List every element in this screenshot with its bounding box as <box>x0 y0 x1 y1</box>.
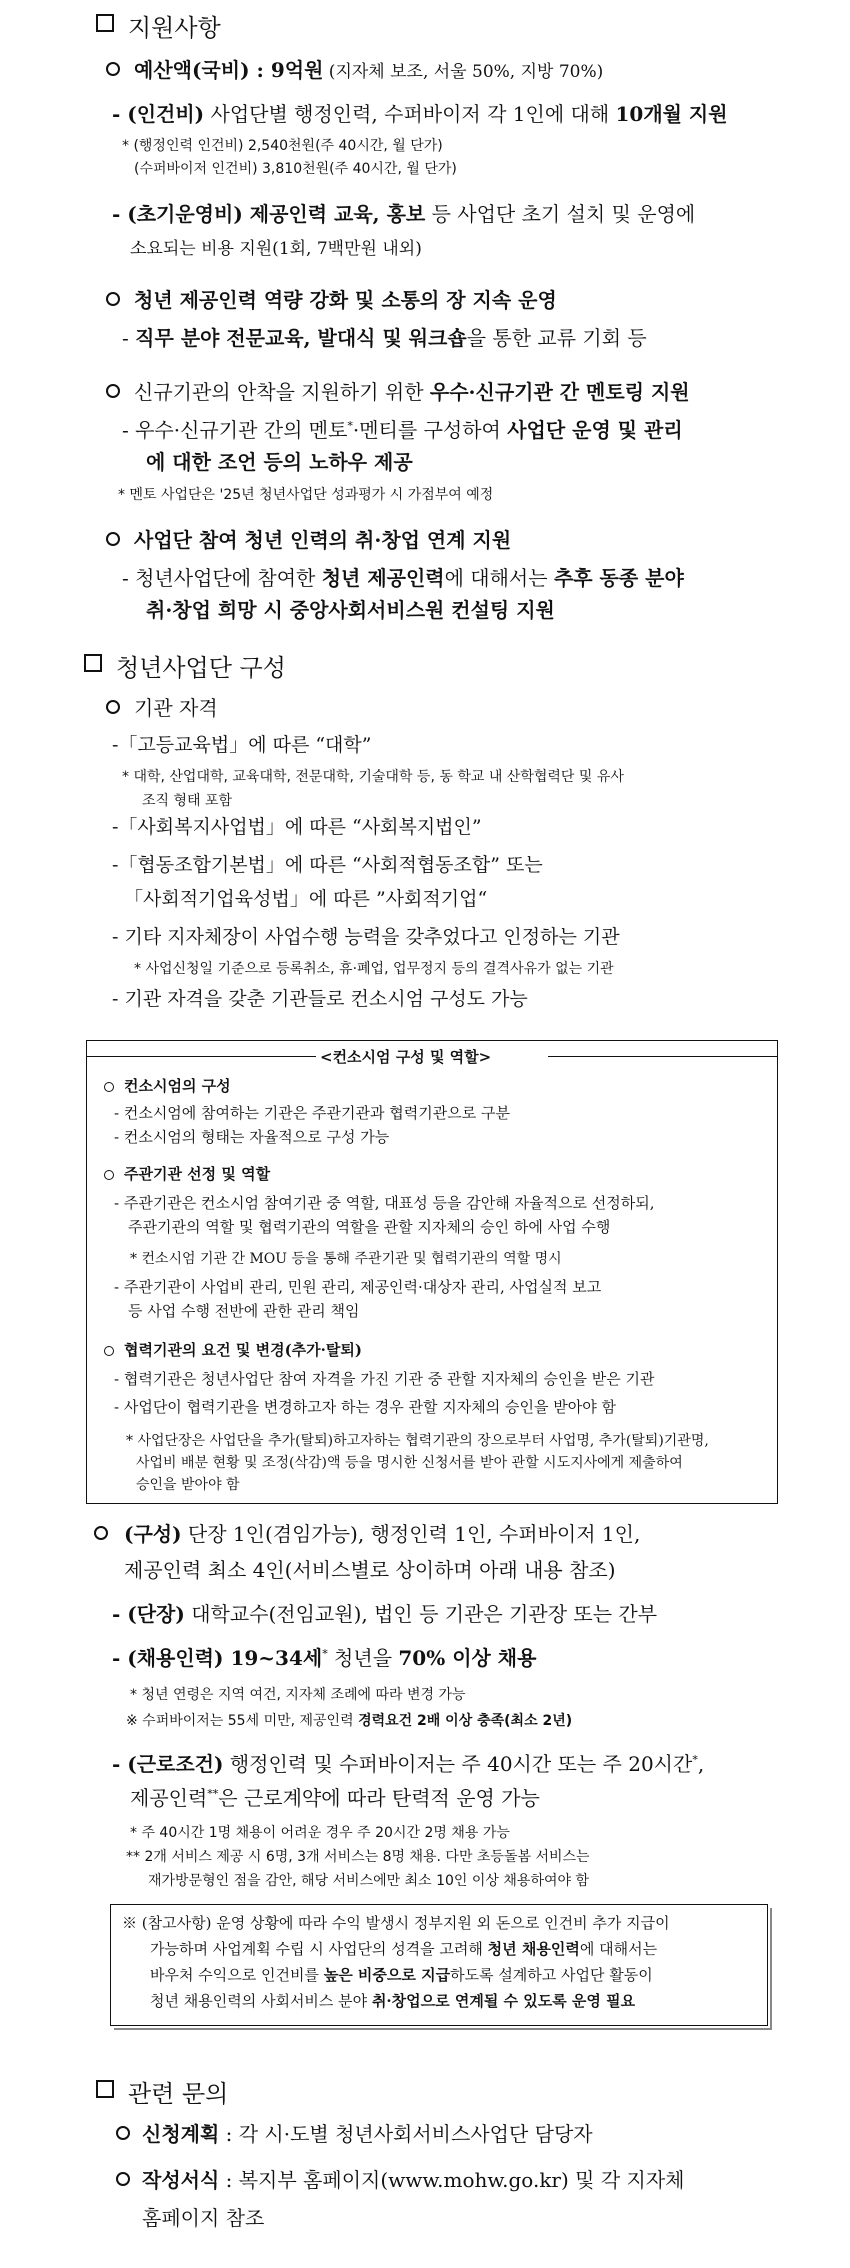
employment-line-2: 취·창업 희망 시 중앙사회서비스원 컨설팅 지원 <box>146 598 555 622</box>
consortium-s3-title: 협력기관의 요건 및 변경(추가·탈퇴) <box>124 1341 362 1359</box>
mentoring-line-1: - 우수·신규기관 간의 멘토*·멘티를 구성하여 사업단 운영 및 관리 <box>122 418 683 442</box>
reference-line-1: ※ (참고사항) 운영 상황에 따라 수익 발생시 정부지원 외 돈으로 인건비 추가 지급이 <box>122 1914 670 1932</box>
composition-line-1: (구성) 단장 1인(겸임가능), 행정인력 1인, 수퍼바이저 1인, <box>124 1522 641 1546</box>
eligibility-line-1: -「고등교육법」에 따른 “대학” <box>112 734 372 756</box>
hire-line: - (채용인력) 19~34세* 청년을 70% 이상 채용 <box>112 1646 537 1670</box>
eligibility-line-2: -「사회복지사업법」에 따른 “사회복지법인” <box>112 816 482 838</box>
eligibility-note-2: 조직 형태 포함 <box>142 793 233 809</box>
work-note-2a: ** 2개 서비스 제공 시 6명, 3개 서비스는 8명 채용. 다만 초등돌봄 서비스는 <box>126 1849 590 1865</box>
eligibility-note-4: * 사업신청일 기준으로 등록취소, 휴·폐업, 업무정지 등의 결격사유가 없는 기관 <box>134 961 614 977</box>
contact-plan-line: 신청계획 : 각 시·도별 청년사회서비스사업단 담당자 <box>142 2122 593 2146</box>
bullet-circle-icon <box>104 1346 114 1356</box>
section-checkbox-icon <box>96 14 114 32</box>
consortium-s3-note1: * 사업단장은 사업단을 추가(탈퇴)하고자하는 협력기관의 장으로부터 사업명, 추가(탈퇴)기관명, <box>126 1433 709 1449</box>
work-line-1: - (근로조건) 행정인력 및 수퍼바이저는 주 40시간 또는 주 20시간*, <box>112 1752 705 1776</box>
consortium-s2-line2b: 등 사업 수행 전반에 관한 관리 책임 <box>128 1302 360 1320</box>
consortium-s1-line1: - 컨소시엄에 참여하는 기관은 주관기관과 협력기관으로 구분 <box>114 1104 510 1122</box>
employment-line-1: - 청년사업단에 참여한 청년 제공인력에 대해서는 추후 동종 분야 <box>122 566 684 590</box>
bullet-circle-icon <box>106 384 120 398</box>
eligibility-note-1: * 대학, 산업대학, 교육대학, 전문대학, 기술대학 등, 동 학교 내 산학협력단 및 유사 <box>122 769 624 785</box>
reference-line-2: 가능하며 사업계획 수립 시 사업단의 성격을 고려해 청년 채용인력에 대해서는 <box>150 1940 658 1958</box>
bullet-circle-icon <box>106 292 120 306</box>
consortium-s1-title: 컨소시엄의 구성 <box>124 1077 231 1095</box>
capacity-sub: - 직무 분야 전문교육, 발대식 및 워크숍을 통한 교류 기회 등 <box>122 326 647 350</box>
personnel-line: - (인건비) 사업단별 행정인력, 수퍼바이저 각 1인에 대해 10개월 지원 <box>112 102 728 126</box>
consortium-s2-line2a: - 주관기관이 사업비 관리, 민원 관리, 제공인력·대상자 관리, 사업실적 보고 <box>114 1278 602 1296</box>
composition-line-2: 제공인력 최소 4인(서비스별로 상이하며 아래 내용 참조) <box>124 1558 616 1582</box>
section-checkbox-icon <box>96 2080 114 2098</box>
bullet-circle-icon <box>106 62 120 76</box>
section-checkbox-icon <box>84 654 102 672</box>
hire-note-1: * 청년 연령은 지역 여건, 지자체 조례에 따라 변경 가능 <box>130 1687 466 1703</box>
consortium-s3-note3: 승인을 받아야 함 <box>136 1477 240 1493</box>
personnel-note-2: (수퍼바이저 인건비) 3,810천원(주 40시간, 월 단가) <box>134 161 457 177</box>
section-heading-contact: 관련 문의 <box>128 2080 229 2108</box>
consortium-s1-line2: - 컨소시엄의 형태는 자율적으로 구성 가능 <box>114 1128 390 1146</box>
mentoring-line-2: 에 대한 조언 등의 노하우 제공 <box>146 450 413 474</box>
eligibility-line-5: - 기관 자격을 갖춘 기관들로 컨소시엄 구성도 가능 <box>112 988 528 1010</box>
bullet-circle-icon <box>104 1170 114 1180</box>
consortium-box-title: <컨소시엄 구성 및 역할> <box>320 1048 492 1066</box>
leader-line: - (단장) 대학교수(전임교원), 법인 등 기관은 기관장 또는 간부 <box>112 1602 658 1626</box>
bullet-circle-icon <box>116 2172 130 2186</box>
hire-note-2: ※ 수퍼바이저는 55세 미만, 제공인력 경력요건 2배 이상 충족(최소 2년) <box>126 1713 573 1729</box>
consortium-s2-line1b: 주관기관의 역할 및 협력기관의 역할을 관할 지자체의 승인 하에 사업 수행 <box>128 1218 611 1236</box>
personnel-note-1: * (행정인력 인건비) 2,540천원(주 40시간, 월 단가) <box>122 138 443 154</box>
bullet-circle-icon <box>104 1082 114 1092</box>
initial-line-2: 소요되는 비용 지원(1회, 7백만원 내외) <box>130 239 422 259</box>
employment-title: 사업단 참여 청년 인력의 취·창업 연계 지원 <box>134 528 512 552</box>
eligibility-line-3b: 「사회적기업육성법」에 따른 ”사회적기업“ <box>124 888 488 910</box>
work-note-1: * 주 40시간 1명 채용이 어려운 경우 주 20시간 2명 채용 가능 <box>130 1825 510 1841</box>
consortium-s3-line1: - 협력기관은 청년사업단 참여 자격을 가진 기관 중 관할 지자체의 승인을 받은 기관 <box>114 1370 655 1388</box>
work-note-2b: 재가방문형인 점을 감안, 해당 서비스에만 최소 10인 이상 채용하여야 함 <box>148 1873 589 1889</box>
eligibility-line-3a: -「협동조합기본법」에 따른 “사회적협동조합” 또는 <box>112 854 543 876</box>
initial-line-1: - (초기운영비) 제공인력 교육, 홍보 등 사업단 초기 설치 및 운영에 <box>112 202 696 226</box>
bullet-circle-icon <box>94 1526 108 1540</box>
consortium-s3-line2: - 사업단이 협력기관을 변경하고자 하는 경우 관할 지자체의 승인을 받아야 함 <box>114 1398 616 1416</box>
capacity-title: 청년 제공인력 역량 강화 및 소통의 장 지속 운영 <box>134 288 557 312</box>
bullet-circle-icon <box>116 2126 130 2140</box>
reference-line-3: 바우처 수익으로 인건비를 높은 비중으로 지급하도록 설계하고 사업단 활동이 <box>150 1966 653 1984</box>
divider <box>86 1056 316 1057</box>
consortium-s2-note: * 컨소시엄 기관 간 MOU 등을 통해 주관기관 및 협력기관의 역할 명시 <box>130 1251 562 1267</box>
section-heading-support: 지원사항 <box>128 14 221 42</box>
divider <box>548 1056 778 1057</box>
eligibility-line-4: - 기타 지자체장이 사업수행 능력을 갖추었다고 인정하는 기관 <box>112 926 620 948</box>
bullet-circle-icon <box>106 532 120 546</box>
consortium-s2-title: 주관기관 선정 및 역할 <box>124 1165 271 1183</box>
consortium-s2-line1a: - 주관기관은 컨소시엄 참여기관 중 역할, 대표성 등을 감안해 자율적으로 선정하되, <box>114 1194 655 1212</box>
eligibility-title: 기관 자격 <box>134 696 218 720</box>
budget-line: 예산액(국비) : 9억원 (지자체 보조, 서울 50%, 지방 70%) <box>134 58 604 82</box>
reference-line-4: 청년 채용인력의 사회서비스 분야 취·창업으로 연계될 수 있도록 운영 필요 <box>150 1992 636 2010</box>
consortium-s3-note2: 사업비 배분 현황 및 조정(삭감)액 등을 명시한 신청서를 받아 관할 시도지사에게 제출하여 <box>136 1455 683 1471</box>
contact-form-line: 작성서식 : 복지부 홈페이지(www.mohw.go.kr) 및 각 지자체 <box>142 2168 685 2192</box>
contact-form-line-2: 홈페이지 참조 <box>142 2206 265 2230</box>
section-heading-org: 청년사업단 구성 <box>116 654 286 682</box>
bullet-circle-icon <box>106 700 120 714</box>
mentoring-title: 신규기관의 안착을 지원하기 위한 우수·신규기관 간 멘토링 지원 <box>134 380 690 404</box>
mentoring-note: * 멘토 사업단은 '25년 청년사업단 성과평가 시 가점부여 예정 <box>118 487 494 503</box>
work-line-2: 제공인력**은 근로계약에 따라 탄력적 운영 가능 <box>130 1786 540 1810</box>
